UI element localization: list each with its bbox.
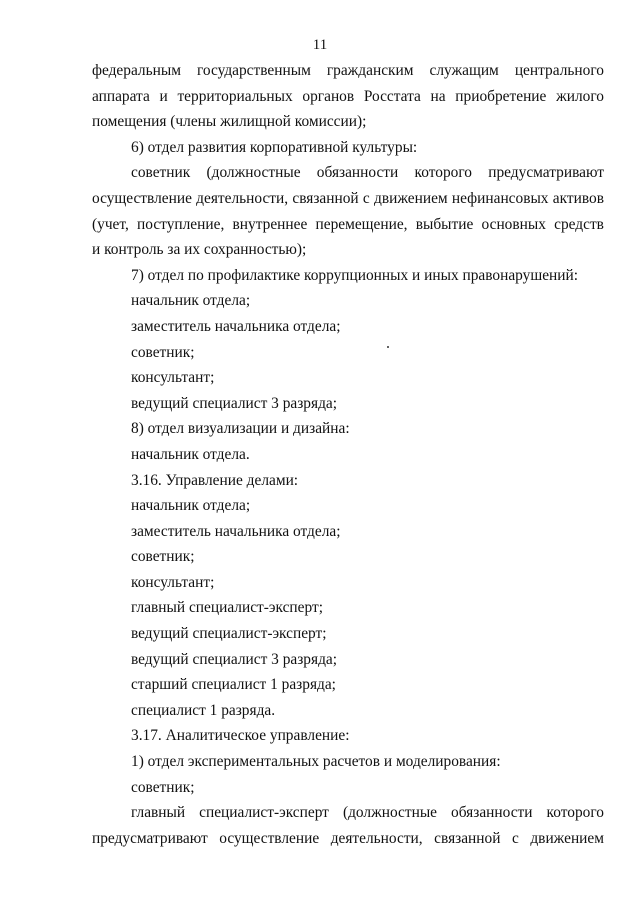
word: приобретение (455, 87, 547, 105)
text-line-10: начальник отдела; (131, 292, 251, 310)
text-line-8: и контроль за их сохранностью); (92, 241, 307, 259)
word: средств (554, 215, 604, 233)
text-line-20: советник; (131, 548, 195, 566)
word: которого (546, 804, 604, 822)
text-line-28: 1) отдел экспериментальных расчетов и моделирования: (131, 753, 501, 771)
text-line-23: ведущий специалист-эксперт; (131, 625, 327, 643)
word: движением (374, 189, 448, 207)
text-line-17: 3.16. Управление делами: (131, 471, 299, 489)
text-line-30 (92, 800, 604, 826)
word: деятельности, (196, 189, 289, 207)
word: и (159, 87, 168, 105)
word: осуществление (219, 829, 320, 847)
word: предусматривают (92, 829, 208, 847)
word: аппарата (92, 87, 150, 105)
word: поступление, (137, 215, 225, 233)
text-line-26: специалист 1 разряда. (131, 701, 276, 719)
text-line-7 (92, 212, 604, 238)
word: перемещение, (315, 215, 408, 233)
word: (должностные (342, 804, 437, 822)
word: основных (481, 215, 546, 233)
text-line-4: 6) отдел развития корпоративной культуры: (131, 138, 418, 156)
text-line-6 (92, 186, 604, 212)
word: внутреннее (232, 215, 308, 233)
word: государственным (196, 62, 311, 79)
word: жилого (556, 87, 604, 105)
text-line-13: консультант; (131, 369, 215, 387)
word: деятельности, (330, 829, 423, 847)
text-line-24: ведущий специалист 3 разряда; (131, 650, 338, 668)
text-line-2 (92, 84, 604, 110)
text-line-19: заместитель начальника отдела; (131, 522, 341, 540)
text-line-3: помещения (члены жилищной комиссии); (92, 113, 367, 131)
word: специалист-эксперт (199, 804, 329, 822)
text-line-31 (92, 826, 604, 852)
word: предусматривают (488, 164, 604, 182)
text-line-21: консультант; (131, 573, 215, 591)
text-line-15: 8) отдел визуализации и дизайна: (131, 420, 350, 438)
word: осуществление (92, 189, 192, 207)
word: Росстата (363, 87, 421, 105)
text-line-25: старший специалист 1 разряда; (131, 676, 336, 694)
word: связанной (292, 189, 359, 207)
word: служащим (429, 62, 499, 79)
word: органов (302, 87, 355, 105)
document-body (92, 58, 604, 851)
word: обязанности (316, 164, 399, 182)
word: которого (414, 164, 472, 182)
word: (учет, (92, 215, 129, 233)
page-number: 11 (312, 37, 328, 53)
word: (должностные (206, 164, 301, 182)
text-line-9: 7) отдел по профилактике коррупционных и иных правонарушений: (131, 266, 579, 284)
word: выбытие (415, 215, 474, 233)
text-line-27: 3.17. Аналитическое управление: (131, 727, 350, 745)
text-line-16: начальник отдела. (131, 445, 250, 463)
text-line-11: заместитель начальника отдела; (131, 317, 341, 335)
word: с (362, 189, 370, 207)
word: движением (530, 829, 604, 847)
word: советник (131, 164, 191, 182)
word: территориальных (177, 87, 293, 105)
word: главный (131, 804, 186, 822)
text-line-5 (92, 160, 604, 186)
text-line-29: советник; (131, 778, 195, 796)
text-line-22: главный специалист-эксперт; (131, 599, 323, 617)
text-line-18: начальник отдела; (131, 497, 251, 515)
scan-speck (387, 346, 389, 348)
word: федеральным (92, 62, 181, 79)
word: активов (552, 189, 604, 207)
word: нефинансовых (451, 189, 549, 207)
text-line-1 (92, 58, 604, 84)
text-line-14: ведущий специалист 3 разряда; (131, 394, 338, 412)
word: центрального (514, 62, 604, 79)
word: с (511, 829, 519, 847)
word: обязанности (451, 804, 533, 822)
text-line-12: советник; (131, 343, 195, 361)
word: гражданским (326, 62, 414, 79)
word: на (430, 87, 446, 105)
word: связанной (434, 829, 501, 847)
